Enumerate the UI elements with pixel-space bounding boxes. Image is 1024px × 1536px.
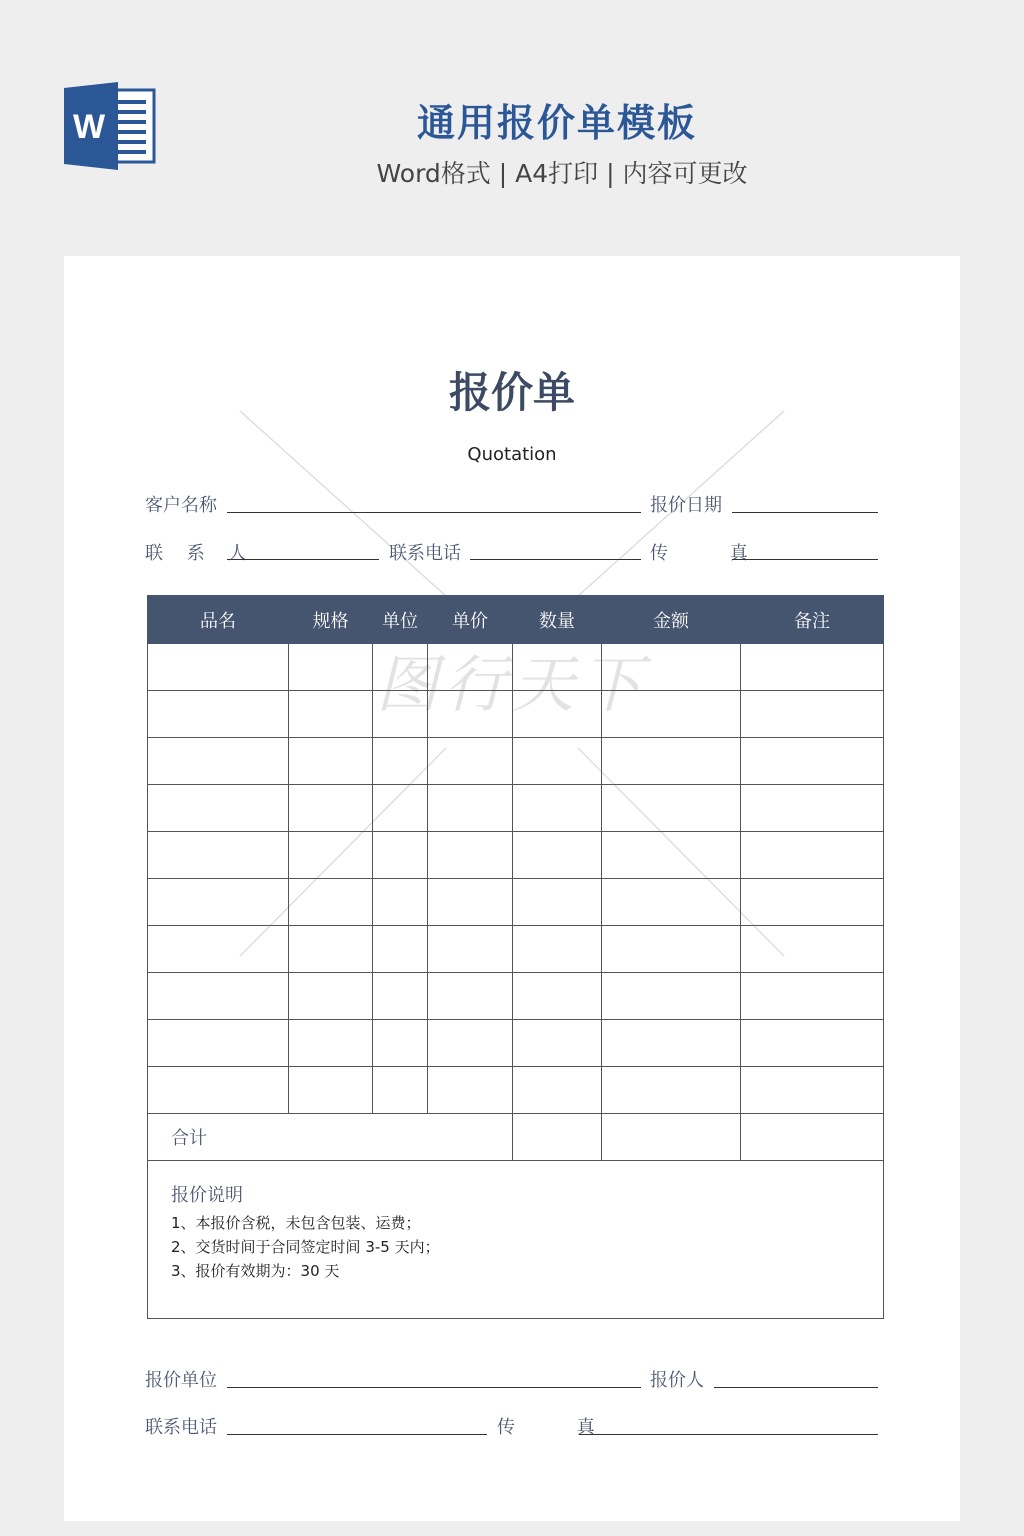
quote-date-label: 报价日期	[650, 495, 722, 516]
cell-unit[interactable]	[373, 926, 428, 973]
cell-spec[interactable]	[289, 738, 373, 785]
cell-quantity[interactable]	[513, 926, 602, 973]
cell-remarks[interactable]	[741, 832, 884, 879]
cell-spec[interactable]	[289, 1020, 373, 1067]
cell-amount[interactable]	[602, 691, 741, 738]
contact-person-label: 联 系 人	[145, 543, 256, 564]
cell-amount[interactable]	[602, 926, 741, 973]
table-row	[148, 1067, 884, 1114]
cell-quantity[interactable]	[513, 691, 602, 738]
note-item: 3、报价有效期为：30 天	[171, 1262, 340, 1280]
table-row	[148, 879, 884, 926]
cell-remarks[interactable]	[741, 691, 884, 738]
footer-contact-phone-label: 联系电话	[145, 1417, 217, 1438]
table-row	[148, 644, 884, 691]
total-label: 合计	[148, 1114, 513, 1161]
cell-unit-price[interactable]	[428, 926, 513, 973]
cell-amount[interactable]	[602, 832, 741, 879]
notes-row	[148, 1161, 884, 1319]
column-header-name: 品名	[148, 596, 289, 644]
column-header-unit: 单位	[373, 596, 428, 644]
quotation-notes	[148, 1161, 884, 1319]
cell-spec[interactable]	[289, 832, 373, 879]
document-subtitle: Quotation	[467, 444, 557, 465]
cell-remarks[interactable]	[741, 738, 884, 785]
cell-unit-price[interactable]	[428, 879, 513, 926]
column-header-remarks: 备注	[741, 596, 884, 644]
cell-remarks[interactable]	[741, 644, 884, 691]
table-row	[148, 832, 884, 879]
cell-unit[interactable]	[373, 738, 428, 785]
cell-unit[interactable]	[373, 832, 428, 879]
contact-phone-label: 联系电话	[389, 543, 461, 564]
contact-person-field[interactable]	[227, 559, 379, 560]
cell-remarks[interactable]	[741, 1020, 884, 1067]
cell-remarks[interactable]	[741, 973, 884, 1020]
cell-amount[interactable]	[602, 1020, 741, 1067]
cell-unit-price[interactable]	[428, 973, 513, 1020]
document-title: 报价单	[448, 368, 575, 417]
cell-spec[interactable]	[289, 785, 373, 832]
cell-quantity[interactable]	[513, 738, 602, 785]
cell-amount[interactable]	[602, 785, 741, 832]
cell-spec[interactable]	[289, 644, 373, 691]
cell-quantity[interactable]	[513, 832, 602, 879]
cell-spec[interactable]	[289, 926, 373, 973]
cell-quantity[interactable]	[513, 1020, 602, 1067]
cell-name[interactable]	[148, 691, 289, 738]
customer-name-label: 客户名称	[145, 495, 217, 516]
cell-amount[interactable]	[602, 1067, 741, 1114]
total-row	[148, 1114, 884, 1161]
document-page	[64, 256, 960, 1521]
cell-quantity[interactable]	[513, 973, 602, 1020]
cell-name[interactable]	[148, 644, 289, 691]
cell-unit[interactable]	[373, 644, 428, 691]
banner-title: 通用报价单模板	[416, 101, 697, 145]
quotation-table	[147, 595, 884, 1319]
cell-remarks[interactable]	[741, 926, 884, 973]
fax-field[interactable]	[732, 559, 878, 560]
table-row	[148, 926, 884, 973]
cell-unit-price[interactable]	[428, 644, 513, 691]
cell-remarks[interactable]	[741, 879, 884, 926]
cell-amount[interactable]	[602, 738, 741, 785]
cell-unit-price[interactable]	[428, 738, 513, 785]
cell-name[interactable]	[148, 879, 289, 926]
cell-remarks[interactable]	[741, 785, 884, 832]
column-header-amount: 金额	[602, 596, 741, 644]
table-header-row	[148, 596, 884, 644]
cell-name[interactable]	[148, 973, 289, 1020]
column-header-spec: 规格	[289, 596, 373, 644]
cell-unit-price[interactable]	[428, 1020, 513, 1067]
table-row	[148, 738, 884, 785]
cell-unit-price[interactable]	[428, 785, 513, 832]
cell-quantity[interactable]	[513, 1067, 602, 1114]
footer-contact-phone-field[interactable]	[227, 1434, 487, 1435]
watermark-text: 图行天下	[375, 648, 649, 721]
cell-name[interactable]	[148, 738, 289, 785]
cell-spec[interactable]	[289, 691, 373, 738]
quoter-field[interactable]	[714, 1387, 878, 1388]
table-row	[148, 973, 884, 1020]
notes-title: 报价说明	[171, 1185, 243, 1206]
cell-unit-price[interactable]	[428, 832, 513, 879]
cell-name[interactable]	[148, 926, 289, 973]
footer-fax-label: 传 真	[497, 1417, 623, 1438]
footer-fax-field[interactable]	[579, 1434, 878, 1435]
cell-unit[interactable]	[373, 1067, 428, 1114]
note-item: 2、交货时间于合同签定时间 3-5 天内；	[171, 1238, 440, 1256]
svg-text:W: W	[72, 108, 106, 146]
customer-name-field[interactable]	[227, 512, 641, 513]
quoting-unit-field[interactable]	[227, 1387, 641, 1388]
cell-unit[interactable]	[373, 785, 428, 832]
total-quantity-cell[interactable]	[513, 1114, 602, 1161]
cell-name[interactable]	[148, 832, 289, 879]
cell-amount[interactable]	[602, 973, 741, 1020]
total-remarks-cell[interactable]	[741, 1114, 884, 1161]
cell-unit[interactable]	[373, 1020, 428, 1067]
cell-unit-price[interactable]	[428, 1067, 513, 1114]
quoter-label: 报价人	[650, 1370, 704, 1391]
cell-spec[interactable]	[289, 973, 373, 1020]
total-amount-cell[interactable]	[602, 1114, 741, 1161]
cell-quantity[interactable]	[513, 644, 602, 691]
template-banner	[0, 0, 1024, 255]
cell-amount[interactable]	[602, 644, 741, 691]
cell-unit[interactable]	[373, 973, 428, 1020]
contact-phone-field[interactable]	[470, 559, 641, 560]
cell-name[interactable]	[148, 1020, 289, 1067]
cell-quantity[interactable]	[513, 879, 602, 926]
table-row	[148, 785, 884, 832]
cell-unit[interactable]	[373, 879, 428, 926]
table-row	[148, 1020, 884, 1067]
cell-spec[interactable]	[289, 1067, 373, 1114]
column-header-quantity: 数量	[513, 596, 602, 644]
cell-name[interactable]	[148, 1067, 289, 1114]
banner-subtitle: Word格式 | A4打印 | 内容可更改	[376, 159, 748, 188]
cell-unit-price[interactable]	[428, 691, 513, 738]
note-item: 1、本报价含税，未包含包装、运费；	[171, 1214, 421, 1232]
fax-label: 传 真	[650, 543, 776, 564]
quote-date-field[interactable]	[732, 512, 878, 513]
cell-remarks[interactable]	[741, 1067, 884, 1114]
quoting-unit-label: 报价单位	[145, 1370, 217, 1391]
column-header-unit-price: 单价	[428, 596, 513, 644]
cell-spec[interactable]	[289, 879, 373, 926]
cell-amount[interactable]	[602, 879, 741, 926]
cell-unit[interactable]	[373, 691, 428, 738]
cell-name[interactable]	[148, 785, 289, 832]
table-row	[148, 691, 884, 738]
cell-quantity[interactable]	[513, 785, 602, 832]
